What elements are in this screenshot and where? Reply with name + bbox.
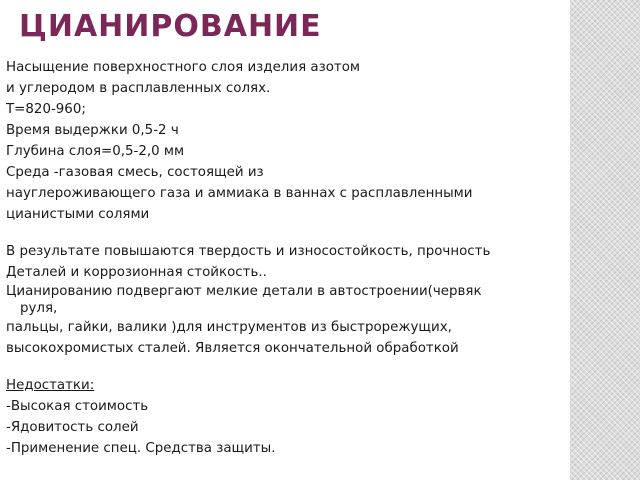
decorative-side-strip [570,0,640,480]
body-line: Т=820-960; [6,102,86,117]
drawback-item: -Применение спец. Средства защиты. [6,441,276,456]
body-line: Среда -газовая смесь, состоящей из [6,165,264,180]
body-line-continuation: руля, [20,301,58,316]
slide-body [6,57,606,459]
body-line: пальцы, гайки, валики )для инструментов из быстрорежущих, [6,320,452,335]
body-line: Цианированию подвергают мелкие детали в автостроении(червяк [6,284,482,299]
body-line: и углеродом в расплавленных солях. [6,81,271,96]
body-line: Деталей и коррозионная стойкость.. [6,265,267,280]
drawbacks-heading: Недостатки: [6,378,95,393]
body-line: высокохромистых сталей. Является окончательной обработкой [6,341,459,356]
body-line: В результате повышаются твердость и износостойкость, прочность [6,244,491,259]
drawback-item: -Ядовитость солей [6,420,139,435]
body-line: Насыщение поверхностного слоя изделия азотом [6,60,360,75]
body-line: Время выдержки 0,5-2 ч [6,123,179,138]
body-line: цианистыми солями [6,207,150,222]
body-line: науглероживающего газа и аммиака в ваннах с расплавленными [6,186,473,201]
drawback-item: -Высокая стоимость [6,399,149,414]
body-line: Глубина слоя=0,5-2,0 мм [6,144,185,159]
body-paragraph [6,283,578,317]
slide-title: ЦИАНИРОВАНИЕ [19,9,322,44]
